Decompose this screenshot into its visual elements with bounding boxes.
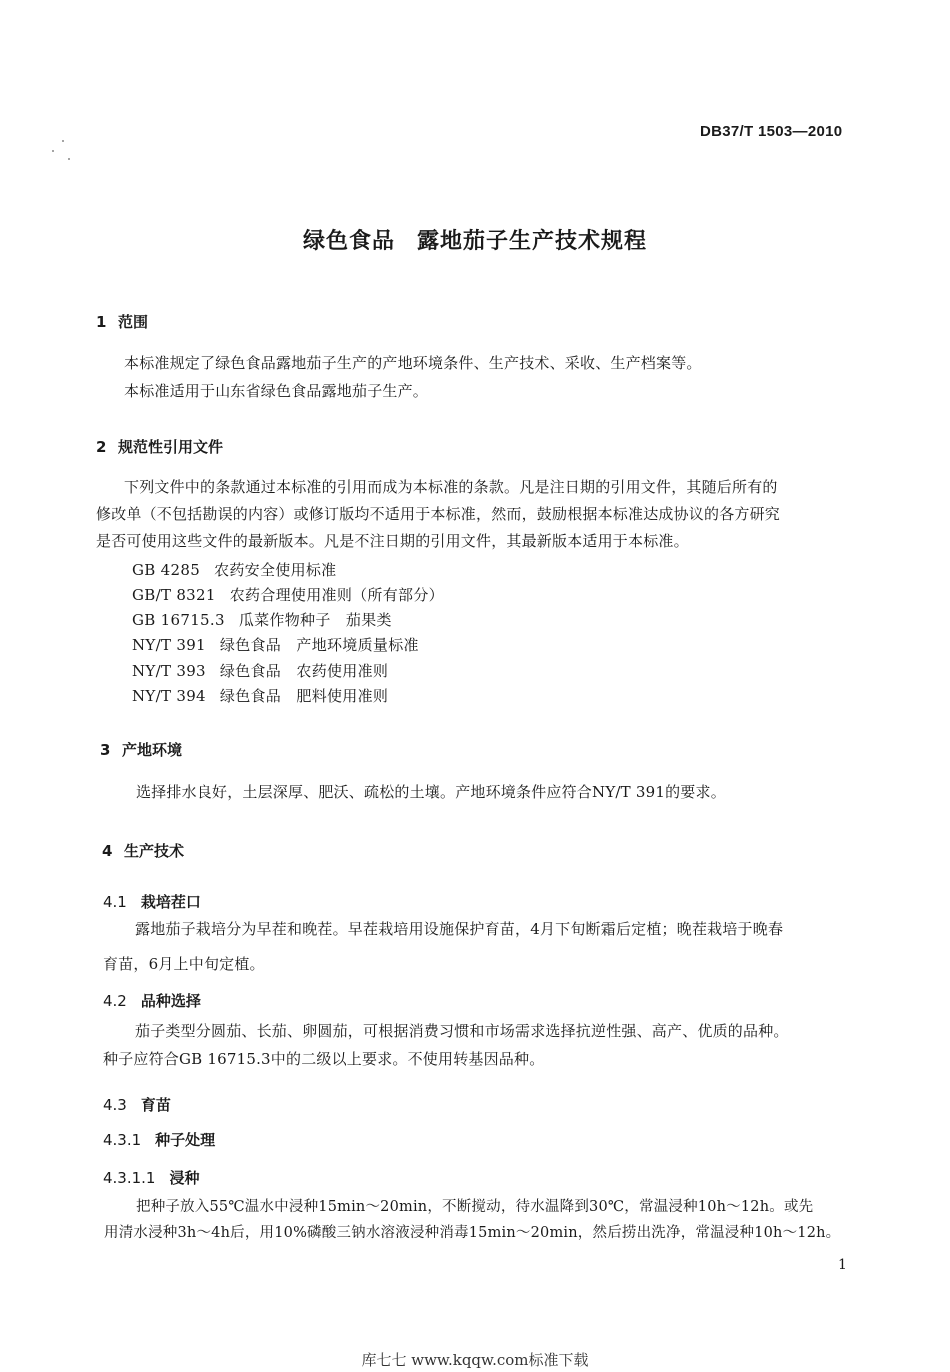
reference-item — [132, 609, 392, 630]
section-title: 品种选择 — [140, 992, 201, 1010]
paragraph-line: 下列文件中的条款通过本标准的引用而成为本标准的条款。凡是注日期的引用文件，其随后所有的 — [124, 478, 778, 496]
section-2-heading — [96, 436, 223, 457]
section-number: 4.1 — [103, 893, 127, 911]
page-number: 1 — [838, 1257, 847, 1273]
reference-item — [132, 660, 388, 681]
reference-item — [132, 685, 388, 706]
title-part1: 绿色食品 — [302, 229, 395, 254]
section-number: 4 — [102, 842, 113, 860]
subsection-4-3-1-1-heading — [103, 1167, 200, 1188]
title-part2: 露地茄子生产技术规程 — [417, 229, 648, 254]
reference-title: 农药安全使用标准 — [214, 561, 337, 579]
paragraph: 本标准规定了绿色食品露地茄子生产的产地环境条件、生产技术、采收、生产档案等。 — [124, 354, 702, 372]
section-title: 生产技术 — [124, 842, 185, 860]
paragraph-line: 育苗，6月上中旬定植。 — [103, 955, 265, 973]
paragraph-line: 露地茄子栽培分为早茬和晚茬。早茬栽培用设施保护育苗，4月下旬断霜后定植；晚茬栽培于晚春 — [135, 920, 784, 938]
reference-code: NY/T 394 — [132, 687, 206, 705]
section-number: 4.3.1.1 — [103, 1169, 156, 1187]
section-number: 4.3 — [103, 1096, 127, 1114]
subsection-4-3-1-heading — [103, 1129, 215, 1150]
reference-title: 农药合理使用准则（所有部分） — [229, 586, 444, 604]
reference-item — [132, 634, 419, 655]
paragraph-line: 茄子类型分圆茄、长茄、卵圆茄，可根据消费习惯和市场需求选择抗逆性强、高产、优质的品种。 — [135, 1022, 789, 1040]
reference-title: 瓜菜作物种子 茄果类 — [238, 611, 392, 629]
scan-speck — [68, 158, 70, 160]
page-title — [0, 224, 950, 255]
section-number: 1 — [96, 313, 107, 331]
scan-speck — [62, 140, 64, 142]
section-3-heading — [100, 739, 182, 760]
reference-item — [132, 584, 444, 605]
reference-code: GB 4285 — [132, 561, 201, 579]
section-title: 范围 — [118, 313, 149, 331]
paragraph-line: 把种子放入55℃温水中浸种15min～20min，不断搅动，待水温降到30℃，常温浸种10h～12h。或先 — [136, 1199, 814, 1215]
reference-code: NY/T 391 — [132, 636, 206, 654]
section-title: 种子处理 — [155, 1131, 216, 1149]
reference-title: 绿色食品 产地环境质量标准 — [219, 636, 419, 654]
reference-item — [132, 559, 336, 580]
section-number: 4.2 — [103, 992, 127, 1010]
paragraph: 选择排水良好，土层深厚、肥沃、疏松的土壤。产地环境条件应符合NY/T 391的要求。 — [136, 783, 726, 801]
section-1-heading — [96, 311, 148, 332]
paragraph-line: 种子应符合GB 16715.3中的二级以上要求。不使用转基因品种。 — [103, 1050, 545, 1068]
subsection-4-2-heading — [103, 990, 201, 1011]
reference-code: GB 16715.3 — [132, 611, 225, 629]
reference-title: 绿色食品 肥料使用准则 — [219, 687, 389, 705]
reference-title: 绿色食品 农药使用准则 — [219, 662, 389, 680]
document-number: DB37/T 1503—2010 — [700, 123, 843, 140]
reference-code: NY/T 393 — [132, 662, 206, 680]
section-4-heading — [102, 840, 184, 861]
footer-watermark: 库七七 www.kqqw.com标准下载 — [361, 1351, 589, 1369]
paragraph-line: 修改单（不包括勘误的内容）或修订版均不适用于本标准，然而，鼓励根据本标准达成协议的各方研究 — [96, 505, 781, 523]
paragraph-line: 用清水浸种3h～4h后，用10%磷酸三钠水溶液浸种消毒15min～20min，然后捞出洗净，常温浸种10h～12h。 — [104, 1225, 841, 1241]
section-title: 育苗 — [140, 1096, 171, 1114]
scan-speck — [52, 150, 54, 152]
section-title: 栽培茬口 — [140, 893, 201, 911]
subsection-4-1-heading — [103, 891, 201, 912]
reference-code: GB/T 8321 — [132, 586, 216, 604]
paragraph-line: 是否可使用这些文件的最新版本。凡是不注日期的引用文件，其最新版本适用于本标准。 — [96, 532, 689, 550]
section-number: 4.3.1 — [103, 1131, 142, 1149]
section-title: 产地环境 — [122, 741, 183, 759]
paragraph: 本标准适用于山东省绿色食品露地茄子生产。 — [124, 382, 429, 400]
section-title: 规范性引用文件 — [118, 438, 224, 456]
section-title: 浸种 — [169, 1169, 200, 1187]
section-number: 2 — [96, 438, 107, 456]
section-number: 3 — [100, 741, 111, 759]
subsection-4-3-heading — [103, 1094, 171, 1115]
